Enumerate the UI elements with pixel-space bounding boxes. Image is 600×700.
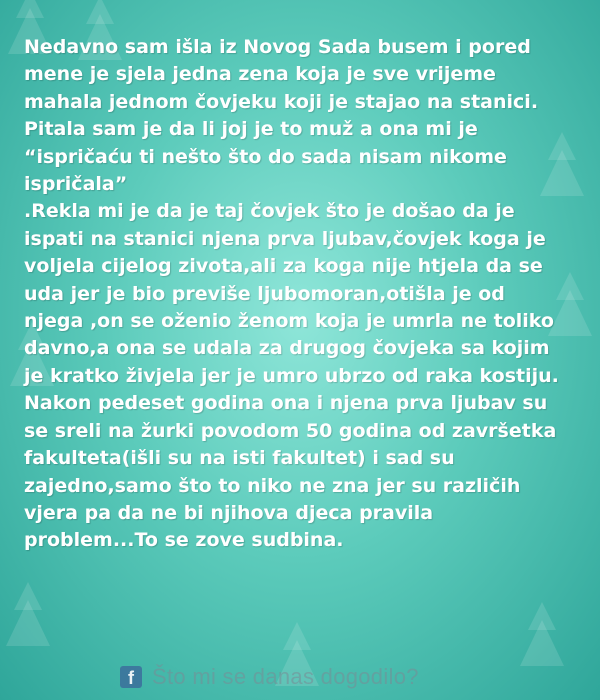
watermark	[120, 664, 419, 690]
christmas-tree-decoration	[6, 600, 50, 646]
facebook-icon: f	[120, 666, 142, 688]
watermark-text: Što mi se danas dogodilo?	[152, 664, 419, 689]
christmas-tree-decoration	[520, 620, 564, 666]
story-text: Nedavno sam išla iz Novog Sada busem i pored mene je sjela jedna zena koja je sve vrijeme mahala jednom čovjeku koji je stajao na stanici. Pitala sam je da li joj je to muž a ona mi je “ispričaću ti nešto što do sada nisam nikome ispričala” .Rekla mi je da je taj čovjek što je došao da je ispati na stanici njena prva ljubav,čovjek koga je voljela cijelog zivota,ali za koga nije htjela da se uda jer je bio previše ljubomoran,otišla je od njega ,on se oženio ženom koja je umrla ne toliko davno,a ona se udala za drugog čovjeka sa kojim je kratko živjela jer je umro ubrzo od raka kostiju. Nakon pedeset godina ona i njena prva ljubav su se sreli na žurki povodom 50 godina od završetka fakulteta(išli su na isti fakultet) i sad su zajedno,samo što to niko ne zna jer su različih vjera pa da ne bi njihova djeca pravila problem...To se zove sudbina.	[24, 36, 559, 552]
